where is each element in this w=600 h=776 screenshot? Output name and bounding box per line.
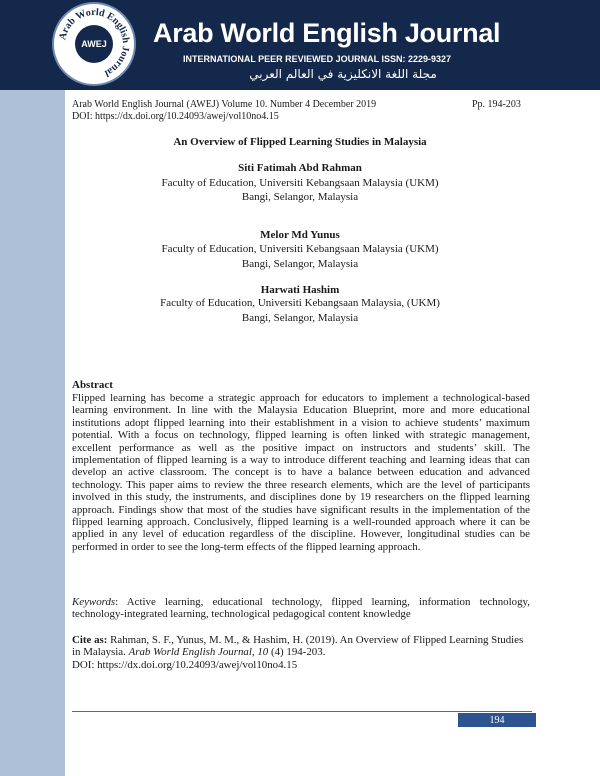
page-range: Pp. 194-203 <box>472 99 521 110</box>
left-sidebar-stripe <box>0 0 65 776</box>
journal-banner <box>0 0 600 90</box>
abstract-heading: Abstract <box>72 379 113 391</box>
journal-logo <box>52 2 136 86</box>
author-affiliation: Faculty of Education, Universiti Kebangsaan Malaysia (UKM) <box>161 243 439 255</box>
author-name: Siti Fatimah Abd Rahman <box>238 162 362 174</box>
author-affiliation: Faculty of Education, Universiti Kebangsaan Malaysia (UKM) <box>161 177 439 189</box>
footer-divider <box>72 711 532 712</box>
author-affiliation: Faculty of Education, Universiti Kebangsaan Malaysia, (UKM) <box>160 297 440 309</box>
logo-center-text: AWEJ <box>75 25 113 63</box>
cite-as-block <box>72 634 530 671</box>
author-name: Harwati Hashim <box>260 284 340 296</box>
cite-volume: 10 <box>257 646 269 659</box>
cite-text: Rahman, S. F., Yunus, M. M., & Hashim, H. (2019). An Overview of Flipped Learning Studies in Malaysia. <box>72 634 524 659</box>
keywords-paragraph <box>72 596 530 621</box>
journal-citation-line: Arab World English Journal (AWEJ) Volume 10. Number 4 December 2019 <box>72 99 377 110</box>
logo-ring-text: Arab World English Journal <box>57 6 132 79</box>
keywords-text: : Active learning, educational technology, flipped learning, information technology, technology-integrated learning, technological pedagogical content knowledge <box>72 596 530 621</box>
journal-arabic-title: مجلة اللغة الانكليزية في العالم العربي <box>249 67 437 81</box>
author-location: Bangi, Selangor, Malaysia <box>241 312 359 324</box>
cite-journal: Arab World English Journal <box>128 646 252 659</box>
cite-text: , <box>251 646 258 659</box>
cite-as-reference <box>72 634 530 659</box>
paper-title: An Overview of Flipped Learning Studies in Malaysia <box>173 136 427 148</box>
journal-title: Arab World English Journal <box>153 18 501 48</box>
keywords-label: Keywords <box>72 596 116 608</box>
author-location: Bangi, Selangor, Malaysia <box>241 258 359 270</box>
author-name: Melor Md Yunus <box>260 229 340 241</box>
page-number: 194 <box>458 713 536 727</box>
cite-as-label: Cite as: <box>72 634 108 646</box>
author-location: Bangi, Selangor, Malaysia <box>241 191 359 203</box>
cite-doi: DOI: https://dx.doi.org/10.24093/awej/vol10no4.15 <box>72 658 298 671</box>
cite-text: (4) 194-203. <box>268 646 326 659</box>
abstract-body: Flipped learning has become a strategic approach for educators to implement a technological-based learning environment. In line with the Malaysia Education Blueprint, more and more educational institutions adopt flipped learning into their establishment in a vision to achieve students’ maximum potential. With a focus on technology, flipped learning is often linked with strategic management, excellent performance as well as the positive impact on instructors and students’ skill. The implementation of flipped learning is a way to introduce different teaching and learning ideas that can develop an active classroom. The concept is to have a balance between education and advanced technology. This paper aims to review the three research elements, which are the level of participants involved in this study, the instruments, and disciplines done by 19 researchers on the flipped learning approach. Findings show that most of the studies have significant results in the implementation of the flipped learning approach. Conclusively, flipped learning is a well-rounded approach where it can be applied in any level of education regardless of the discipline. However, longitudinal studies can be performed in order to see the long-term effects of the flipped learning approach. <box>72 392 530 553</box>
doi-line: DOI: https://dx.doi.org/10.24093/awej/vol10no4.15 <box>72 111 279 122</box>
journal-subtitle: INTERNATIONAL PEER REVIEWED JOURNAL ISSN: 2229-9327 <box>183 54 452 64</box>
